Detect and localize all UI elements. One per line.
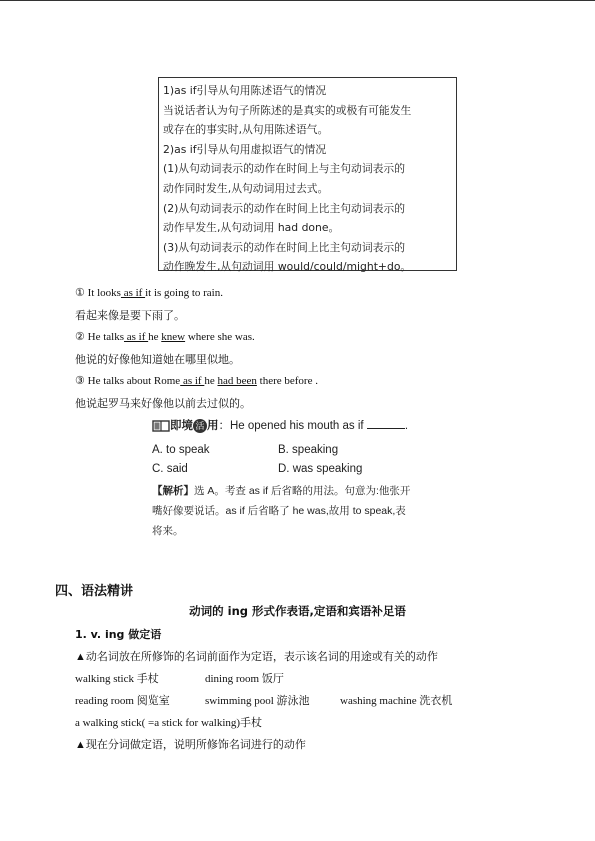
option-b: B. speaking — [278, 444, 339, 456]
rule-paragraph-1: ▲动名词放在所修饰的名词前面作为定语，表示该名词的用途或有关的动作 — [75, 651, 438, 663]
question-end: . — [404, 420, 409, 432]
option-a: A. to speak — [152, 444, 210, 456]
example-sentence-2 — [75, 330, 255, 343]
note-line: 1)as if引导从句用陈述语气的情况 — [163, 84, 327, 97]
top-rule — [0, 0, 595, 1]
analysis-line-3: 将来。 — [152, 525, 184, 537]
note-line: 当说话者认为句子所陈述的是真实的或极有可能发生 — [163, 103, 412, 117]
vocab-walking-stick-note: a walking stick( =a stick for walking)手杖 — [75, 717, 263, 729]
grammar-note-box — [158, 77, 457, 274]
exercise-question — [152, 417, 408, 433]
note-line: 动作晚发生,从句动词用 would/could/might+do。 — [163, 260, 412, 274]
exercise-block — [152, 417, 472, 537]
section-heading: 四、语法精讲 — [55, 584, 134, 599]
example-text: he — [204, 375, 218, 387]
vocab-reading-room: reading room 阅览室 — [75, 695, 170, 707]
underlined-phrase: as if — [120, 287, 146, 299]
exercise-badge: 活 — [193, 419, 207, 433]
analysis-text: 选 A。考查 as if 后省略的用法。句意为:他张开 — [194, 485, 411, 497]
example-sentence-1 — [75, 286, 223, 299]
example-text: He talks — [84, 331, 124, 343]
note-line: 动作早发生,从句动词用 had done。 — [163, 221, 340, 235]
option-c: C. said — [152, 463, 188, 475]
exercise-label: 用 — [207, 420, 219, 432]
example-translation-2: 他说的好像他知道她在哪里似地。 — [75, 354, 240, 366]
note-line: (1)从句动词表示的动作在时间上与主句动词表示的 — [163, 162, 406, 176]
vocab-washing-machine: washing machine 洗衣机 — [340, 695, 453, 707]
analysis-line-2: 嘴好像要说话。as if 后省略了 he was,故用 to speak,表 — [152, 505, 406, 517]
exercise-label: 即境 — [170, 420, 193, 432]
example-number: ② — [75, 331, 85, 343]
example-number: ③ — [75, 375, 85, 387]
example-text: there before . — [256, 375, 318, 387]
example-text: he — [148, 331, 162, 343]
underlined-verb: knew — [161, 331, 186, 343]
example-text: it is going to rain. — [145, 287, 223, 299]
underlined-verb: had been — [217, 375, 257, 387]
vocab-dining-room: dining room 饭厅 — [205, 673, 284, 685]
underlined-phrase: as if — [123, 331, 149, 343]
rule-paragraph-2: ▲现在分词做定语，说明所修饰名词进行的动作 — [75, 739, 306, 751]
book-icon — [152, 419, 170, 433]
item-heading: 1. v. ing 做定语 — [75, 628, 162, 641]
vocab-swimming-pool: swimming pool 游泳池 — [205, 695, 310, 707]
question-text: ：He opened his mouth as if — [218, 420, 364, 432]
note-line: 动作同时发生,从句动词用过去式。 — [163, 181, 329, 195]
note-line: 2)as if引导从句用虚拟语气的情况 — [163, 142, 327, 156]
note-line: 或存在的事实时,从句用陈述语气。 — [163, 123, 329, 137]
answer-blank — [367, 418, 405, 429]
option-d: D. was speaking — [278, 463, 363, 475]
analysis-line-1 — [152, 483, 410, 498]
example-translation-1: 看起来像是要下雨了。 — [75, 310, 185, 322]
example-text: where she was. — [185, 331, 255, 343]
note-line: (2)从句动词表示的动作在时间上比主句动词表示的 — [163, 201, 406, 215]
example-text: He talks about Rome — [84, 375, 181, 387]
analysis-tag: 【解析】 — [152, 485, 194, 497]
underlined-phrase: as if — [180, 375, 205, 387]
example-sentence-3 — [75, 374, 318, 387]
note-line: (3)从句动词表示的动作在时间上比主句动词表示的 — [163, 240, 406, 254]
vocab-walking-stick: walking stick 手杖 — [75, 673, 159, 685]
example-text: It looks — [84, 287, 121, 299]
example-translation-3: 他说起罗马来好像他以前去过似的。 — [75, 398, 251, 410]
section-subtitle: 动词的 ing 形式作表语,定语和宾语补足语 — [189, 604, 406, 618]
example-number: ① — [75, 287, 85, 299]
